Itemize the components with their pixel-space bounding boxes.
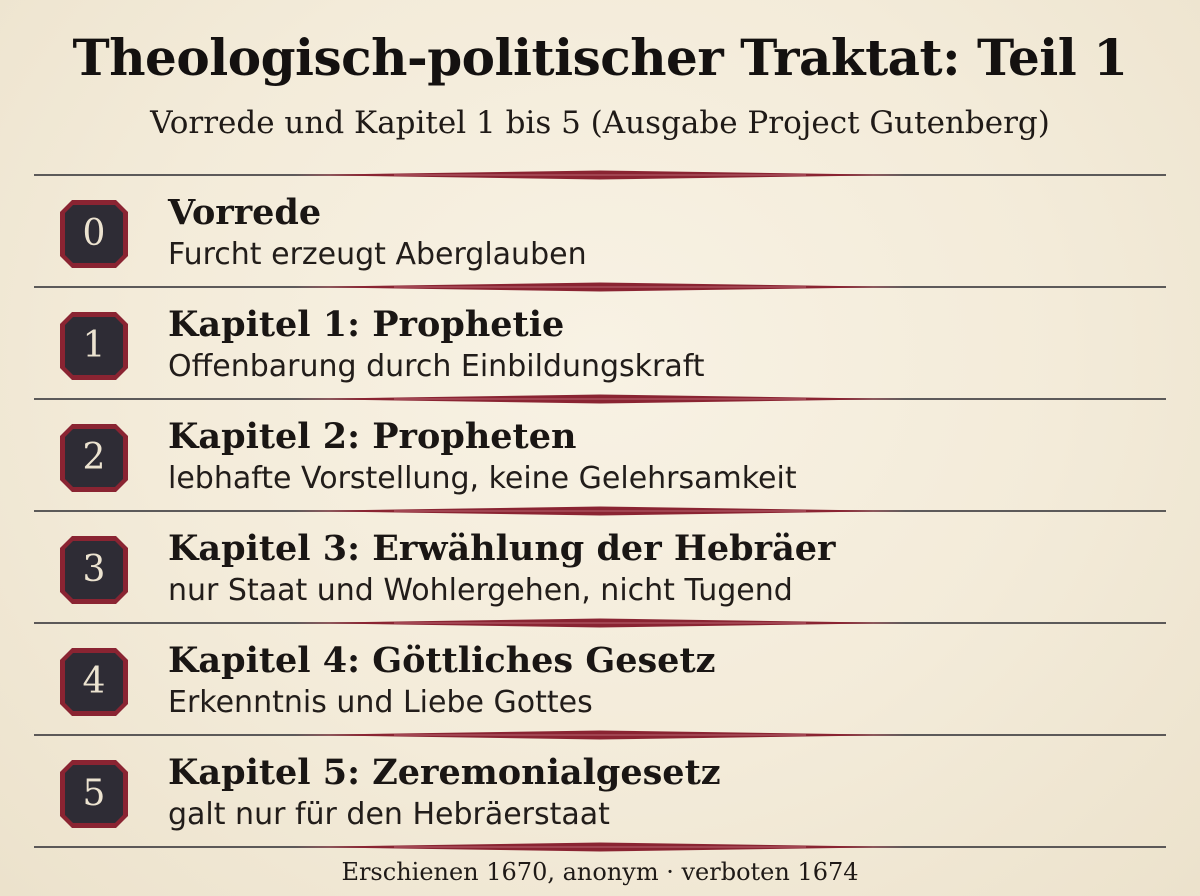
chapter-title: Vorrede [168, 192, 322, 233]
chapter-number: 3 [82, 549, 106, 590]
chapter-title: Kapitel 4: Göttliches Gesetz [168, 640, 716, 681]
chapter-badge [58, 198, 130, 270]
chapter-number: 0 [82, 213, 106, 254]
chapter-description: galt nur für den Hebräerstaat [168, 797, 610, 832]
chapter-badge [58, 646, 130, 718]
chapter-number: 2 [82, 437, 106, 478]
chapter-number: 4 [82, 661, 106, 702]
chapter-badge [58, 534, 130, 606]
chapter-description: nur Staat und Wohlergehen, nicht Tugend [168, 573, 793, 608]
footer-note: Erschienen 1670, anonym · verboten 1674 [341, 858, 859, 886]
chapter-title: Kapitel 2: Propheten [168, 416, 577, 457]
page-title: Theologisch-politischer Traktat: Teil 1 [72, 28, 1128, 87]
chapter-number: 1 [82, 325, 106, 366]
chapter-description: Furcht erzeugt Aberglauben [168, 237, 587, 272]
chapter-badge [58, 310, 130, 382]
chapter-number: 5 [82, 773, 106, 814]
chapter-title: Kapitel 1: Prophetie [168, 304, 565, 345]
divider [34, 169, 1166, 181]
chapter-title: Kapitel 5: Zeremonialgesetz [168, 752, 721, 793]
divider [34, 281, 1166, 293]
divider [34, 505, 1166, 517]
divider [34, 617, 1166, 629]
divider [34, 729, 1166, 741]
chapter-badge [58, 758, 130, 830]
chapter-badge [58, 422, 130, 494]
divider [34, 841, 1166, 853]
chapter-title: Kapitel 3: Erwählung der Hebräer [168, 528, 836, 569]
divider [34, 393, 1166, 405]
chapter-description: Offenbarung durch Einbildungskraft [168, 349, 705, 384]
chapter-description: Erkenntnis und Liebe Gottes [168, 685, 593, 720]
page-subtitle: Vorrede und Kapitel 1 bis 5 (Ausgabe Project Gutenberg) [150, 105, 1050, 141]
chapter-description: lebhafte Vorstellung, keine Gelehrsamkeit [168, 461, 797, 496]
